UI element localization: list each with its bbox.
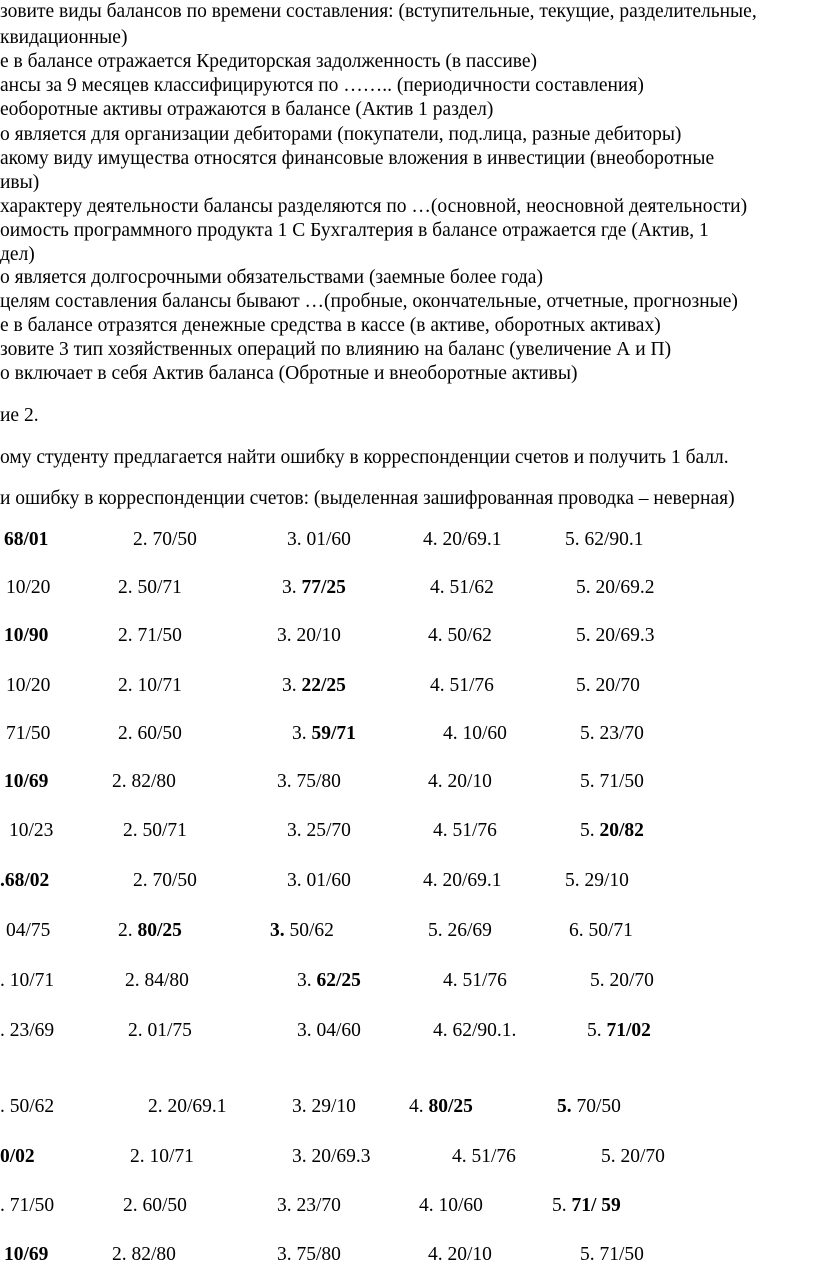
entry-cell: 4. 20/10 bbox=[428, 771, 492, 792]
entry-cell: 5. 71/50 bbox=[580, 771, 644, 792]
entry-cell: 2. 80/25 bbox=[118, 920, 182, 941]
question-line: целям составления балансы бывают …(пробные, окончательные, отчетные, прогнозные) bbox=[0, 291, 738, 312]
entry-cell: 4. 80/25 bbox=[409, 1096, 473, 1117]
entry-cell: 3. 75/80 bbox=[277, 771, 341, 792]
entry-cell: 3. 01/60 bbox=[287, 870, 351, 891]
entry-cell: . 23/69 bbox=[0, 1020, 55, 1041]
question-line: еоборотные активы отражаются в балансе (Актив 1 раздел) bbox=[0, 99, 494, 120]
question-line: о является долгосрочными обязательствами (заемные более года) bbox=[0, 267, 543, 288]
entry-cell: 5. 20/69.3 bbox=[576, 625, 655, 646]
question-line: ансы за 9 месяцев классифицируются по …….. (периодичности составления) bbox=[0, 75, 644, 96]
entry-cell: 3. 77/25 bbox=[282, 577, 346, 598]
entry-cell: 2. 50/71 bbox=[118, 577, 182, 598]
entry-cell: . 10/71 bbox=[0, 970, 55, 991]
entry-cell: 3. 04/60 bbox=[297, 1020, 361, 1041]
entry-cell: 2. 10/71 bbox=[130, 1146, 194, 1167]
entry-cell: 5. 20/82 bbox=[580, 820, 644, 841]
entry-cell: 5. 29/10 bbox=[565, 870, 629, 891]
entry-cell: . 50/62 bbox=[0, 1096, 55, 1117]
entry-cell: 3. 50/62 bbox=[270, 920, 334, 941]
entry-cell: 4. 51/76 bbox=[430, 675, 494, 696]
entry-cell: 10/23 bbox=[9, 820, 54, 841]
question-line: зовите 3 тип хозяйственных операций по влиянию на баланс (увеличение А и П) bbox=[0, 339, 672, 360]
entry-cell: 3. 20/69.3 bbox=[292, 1146, 371, 1167]
entry-cell: 6. 50/71 bbox=[569, 920, 633, 941]
entry-cell: 5. 62/90.1 bbox=[565, 529, 644, 550]
task-heading: ие 2. bbox=[0, 405, 39, 426]
entry-cell: 2. 84/80 bbox=[125, 970, 189, 991]
entry-cell: 4. 51/76 bbox=[433, 820, 497, 841]
question-line: оимость программного продукта 1 С Бухгалтерия в балансе отражается где (Актив, 1 bbox=[0, 220, 709, 241]
entry-cell: 3. 25/70 bbox=[287, 820, 351, 841]
entry-cell: 2. 70/50 bbox=[133, 870, 197, 891]
entry-cell: 10/20 bbox=[6, 577, 51, 598]
entry-cell: 4. 20/69.1 bbox=[423, 870, 502, 891]
entry-cell: 5. 23/70 bbox=[580, 723, 644, 744]
entry-cell: 5. 71/ 59 bbox=[552, 1195, 621, 1216]
question-line: квидационные) bbox=[0, 27, 128, 48]
question-line: о включает в себя Актив баланса (Обротные и внеоборотные активы) bbox=[0, 363, 578, 384]
entry-cell: 4. 20/69.1 bbox=[423, 529, 502, 550]
entry-cell: 2. 50/71 bbox=[123, 820, 187, 841]
entry-cell: 3. 59/71 bbox=[292, 723, 356, 744]
wrong-entry: 62/25 bbox=[316, 970, 361, 991]
entry-cell: 2. 71/50 bbox=[118, 625, 182, 646]
entry-cell: 3. 62/25 bbox=[297, 970, 361, 991]
entry-cell: 3. 20/10 bbox=[277, 625, 341, 646]
entry-cell: 2. 20/69.1 bbox=[148, 1096, 227, 1117]
entry-cell: 4. 62/90.1. bbox=[433, 1020, 517, 1041]
task-subinstruction: и ошибку в корреспонденции счетов: (выделенная зашифрованная проводка – неверная) bbox=[0, 488, 735, 509]
entry-cell: 5. 20/70 bbox=[601, 1146, 665, 1167]
entry-cell: 4. 20/10 bbox=[428, 1244, 492, 1265]
entry-cell: 4. 10/60 bbox=[419, 1195, 483, 1216]
question-line: дел) bbox=[0, 244, 35, 265]
question-line: е в балансе отразятся денежные средства в кассе (в активе, оборотных активах) bbox=[0, 315, 661, 336]
entry-cell: 10/20 bbox=[6, 675, 51, 696]
question-line: ивы) bbox=[0, 172, 40, 193]
entry-cell: 2. 60/50 bbox=[118, 723, 182, 744]
entry-cell: 68/01 bbox=[4, 529, 49, 550]
entry-cell: 71/50 bbox=[6, 723, 51, 744]
wrong-entry: 59/71 bbox=[311, 723, 356, 744]
question-line: зовите виды балансов по времени составления: (вступительные, текущие, разделительные, bbox=[0, 1, 757, 22]
entry-cell: 5. 20/69.2 bbox=[576, 577, 655, 598]
entry-cell: 5. 71/02 bbox=[587, 1020, 651, 1041]
entry-cell: 5. 20/70 bbox=[576, 675, 640, 696]
entry-cell: 5. 26/69 bbox=[428, 920, 492, 941]
entry-cell: 2. 10/71 bbox=[118, 675, 182, 696]
entry-cell: 2. 60/50 bbox=[123, 1195, 187, 1216]
wrong-entry: 77/25 bbox=[301, 577, 346, 598]
question-line: о является для организации дебиторами (покупатели, под.лица, разные дебиторы) bbox=[0, 124, 682, 145]
entry-cell: 5. 70/50 bbox=[557, 1096, 621, 1117]
entry-cell: 4. 51/76 bbox=[443, 970, 507, 991]
entry-cell: 3. 29/10 bbox=[292, 1096, 356, 1117]
entry-cell: 3. 75/80 bbox=[277, 1244, 341, 1265]
wrong-entry: 71/ 59 bbox=[571, 1195, 621, 1216]
entry-cell: 5. 71/50 bbox=[580, 1244, 644, 1265]
entry-cell: 2. 01/75 bbox=[128, 1020, 192, 1041]
entry-cell: 10/69 bbox=[4, 771, 49, 792]
wrong-entry: 80/25 bbox=[428, 1096, 473, 1117]
question-line: характеру деятельности балансы разделяются по …(основной, неосновной деятельности) bbox=[0, 196, 748, 217]
wrong-entry: 22/25 bbox=[301, 675, 346, 696]
entry-cell: 4. 51/62 bbox=[430, 577, 494, 598]
question-line: е в балансе отражается Кредиторская задолженность (в пассиве) bbox=[0, 51, 537, 72]
entry-cell: 2. 82/80 bbox=[112, 771, 176, 792]
entry-cell: 10/69 bbox=[4, 1244, 49, 1265]
entry-cell: 4. 10/60 bbox=[443, 723, 507, 744]
entry-cell: 0/02 bbox=[0, 1146, 35, 1167]
wrong-entry: 20/82 bbox=[599, 820, 644, 841]
entry-cell: 4. 51/76 bbox=[452, 1146, 516, 1167]
entry-cell: 3. 22/25 bbox=[282, 675, 346, 696]
entry-cell: 04/75 bbox=[6, 920, 51, 941]
wrong-entry: 71/02 bbox=[606, 1020, 651, 1041]
entry-cell: 10/90 bbox=[4, 625, 49, 646]
entry-cell: 3. 01/60 bbox=[287, 529, 351, 550]
entry-cell: .68/02 bbox=[0, 870, 50, 891]
task-instruction: ому студенту предлагается найти ошибку в корреспонденции счетов и получить 1 балл. bbox=[0, 447, 729, 468]
entry-cell: 5. 20/70 bbox=[590, 970, 654, 991]
wrong-entry: 80/25 bbox=[137, 920, 182, 941]
question-line: акому виду имущества относятся финансовые вложения в инвестиции (внеоборотные bbox=[0, 148, 715, 169]
entry-cell: 3. 23/70 bbox=[277, 1195, 341, 1216]
entry-cell: 2. 82/80 bbox=[112, 1244, 176, 1265]
entry-cell: 4. 50/62 bbox=[428, 625, 492, 646]
entry-cell: . 71/50 bbox=[0, 1195, 55, 1216]
entry-cell: 2. 70/50 bbox=[133, 529, 197, 550]
